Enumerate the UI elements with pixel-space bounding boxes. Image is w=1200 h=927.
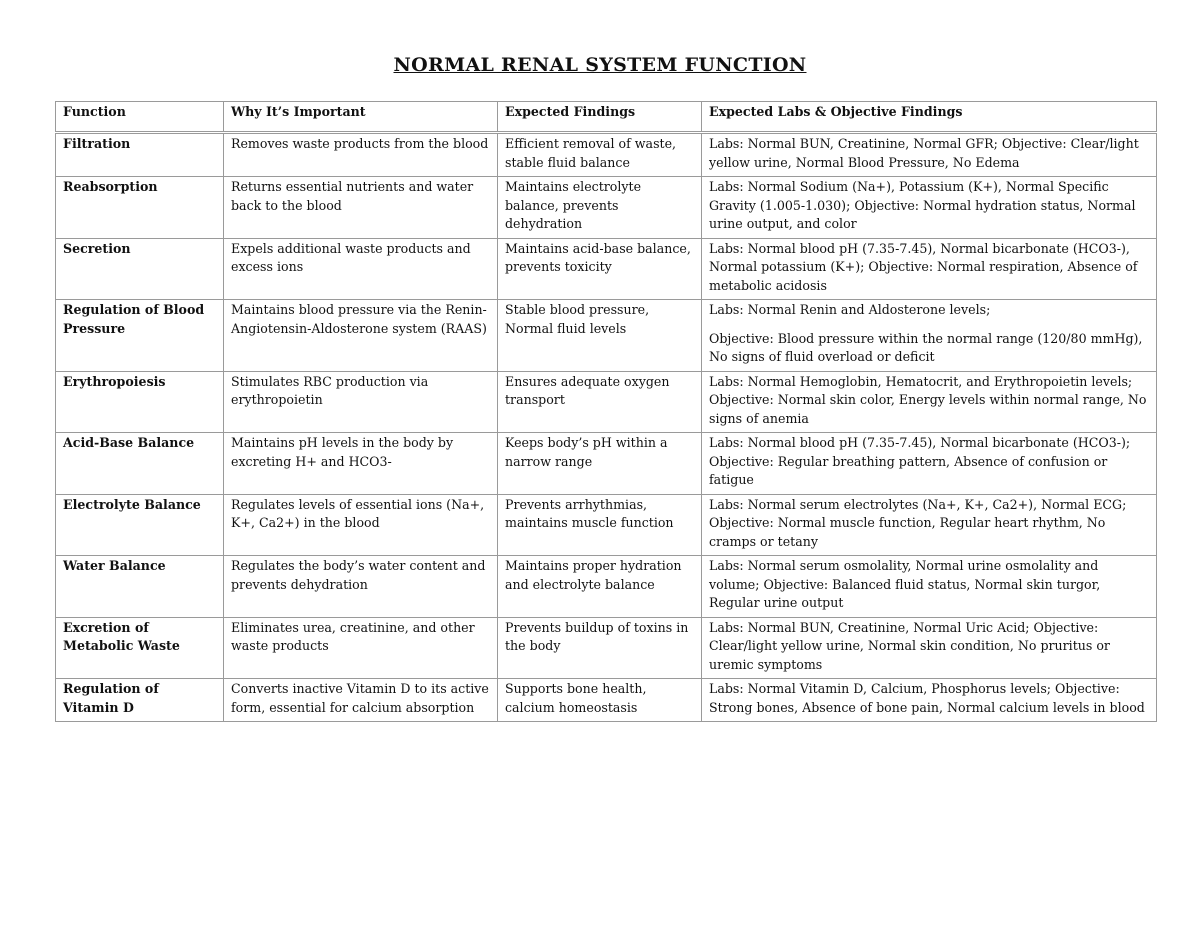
- cell-expected-findings: Ensures adequate oxygen transport: [498, 371, 702, 433]
- cell-expected-findings: Efficient removal of waste, stable fluid balance: [498, 133, 702, 177]
- table-row: [56, 371, 1157, 433]
- table-row: [56, 433, 1157, 495]
- labs-paragraph: Labs: Normal BUN, Creatinine, Normal GFR; Objective: Clear/light yellow urine, Normal Blood Pressure, No Edema: [709, 136, 1139, 170]
- cell-expected-findings: Keeps body’s pH within a narrow range: [498, 433, 702, 495]
- table-row: [56, 300, 1157, 372]
- labs-paragraph: Labs: Normal Hemoglobin, Hematocrit, and Erythropoietin levels; Objective: Normal skin color, Energy levels within normal range, No signs of anemia: [709, 373, 1147, 426]
- cell-function: Reabsorption: [56, 177, 224, 239]
- cell-why-important: Expels additional waste products and excess ions: [224, 238, 498, 300]
- cell-expected-findings: Prevents buildup of toxins in the body: [498, 617, 702, 679]
- cell-why-important: Maintains blood pressure via the Renin-Angiotensin-Aldosterone system (RAAS): [224, 300, 498, 372]
- table-row: [56, 617, 1157, 679]
- table-body: [56, 133, 1157, 722]
- cell-expected-labs: [702, 679, 1157, 722]
- header-why-important: Why It’s Important: [224, 102, 498, 133]
- labs-paragraph: Labs: Normal serum electrolytes (Na+, K+, Ca2+), Normal ECG; Objective: Normal muscle function, Regular heart rhythm, No cramps or tetany: [709, 496, 1127, 549]
- renal-function-table: [55, 101, 1157, 722]
- cell-function: Excretion of Metabolic Waste: [56, 617, 224, 679]
- cell-expected-labs: [702, 371, 1157, 433]
- cell-expected-findings: Maintains proper hydration and electrolyte balance: [498, 556, 702, 618]
- header-expected-labs: Expected Labs & Objective Findings: [702, 102, 1157, 133]
- table-row: [56, 177, 1157, 239]
- cell-why-important: Removes waste products from the blood: [224, 133, 498, 177]
- cell-expected-labs: [702, 300, 1157, 372]
- table-row: [56, 556, 1157, 618]
- cell-function: Regulation of Blood Pressure: [56, 300, 224, 372]
- cell-why-important: Regulates levels of essential ions (Na+, K+, Ca2+) in the blood: [224, 494, 498, 556]
- table-row: [56, 133, 1157, 177]
- cell-why-important: Converts inactive Vitamin D to its active form, essential for calcium absorption: [224, 679, 498, 722]
- labs-paragraph: Objective: Blood pressure within the normal range (120/80 mmHg), No signs of fluid overload or deficit: [709, 330, 1143, 364]
- cell-expected-findings: Maintains electrolyte balance, prevents dehydration: [498, 177, 702, 239]
- cell-function: Regulation of Vitamin D: [56, 679, 224, 722]
- cell-expected-findings: Stable blood pressure, Normal fluid levels: [498, 300, 702, 372]
- labs-paragraph: Labs: Normal blood pH (7.35-7.45), Normal bicarbonate (HCO3-), Normal potassium (K+); Objective: Normal respiration, Absence of metabolic acidosis: [709, 240, 1138, 293]
- labs-paragraph: Labs: Normal Sodium (Na+), Potassium (K+), Normal Specific Gravity (1.005-1.030); Objective: Normal hydration status, Normal urine output, and color: [709, 179, 1136, 231]
- table-header-row: [56, 102, 1157, 133]
- labs-paragraph: Labs: Normal serum osmolality, Normal urine osmolality and volume; Objective: Balanced fluid status, Normal skin turgor, Regular urine output: [709, 558, 1101, 610]
- cell-expected-findings: Prevents arrhythmias, maintains muscle function: [498, 494, 702, 556]
- header-function: Function: [56, 102, 224, 133]
- page-title: NORMAL RENAL SYSTEM FUNCTION: [393, 54, 807, 76]
- labs-paragraph: Labs: Normal Renin and Aldosterone levels;: [709, 302, 991, 317]
- cell-function: Filtration: [56, 133, 224, 177]
- cell-expected-labs: [702, 133, 1157, 177]
- cell-expected-labs: [702, 494, 1157, 556]
- labs-paragraph: Labs: Normal BUN, Creatinine, Normal Uric Acid; Objective: Clear/light yellow urine, Normal skin condition, No pruritus or uremic symptoms: [709, 619, 1110, 672]
- cell-expected-labs: [702, 238, 1157, 300]
- cell-function: Secretion: [56, 238, 224, 300]
- cell-expected-labs: [702, 617, 1157, 679]
- cell-expected-findings: Maintains acid-base balance, prevents toxicity: [498, 238, 702, 300]
- cell-why-important: Regulates the body’s water content and prevents dehydration: [224, 556, 498, 618]
- cell-expected-labs: [702, 177, 1157, 239]
- cell-function: Electrolyte Balance: [56, 494, 224, 556]
- cell-why-important: Eliminates urea, creatinine, and other waste products: [224, 617, 498, 679]
- cell-expected-labs: [702, 433, 1157, 495]
- header-expected-findings: Expected Findings: [498, 102, 702, 133]
- table-row: [56, 494, 1157, 556]
- cell-function: Acid-Base Balance: [56, 433, 224, 495]
- cell-why-important: Returns essential nutrients and water back to the blood: [224, 177, 498, 239]
- cell-function: Erythropoiesis: [56, 371, 224, 433]
- cell-expected-findings: Supports bone health, calcium homeostasis: [498, 679, 702, 722]
- table-row: [56, 238, 1157, 300]
- cell-why-important: Stimulates RBC production via erythropoietin: [224, 371, 498, 433]
- cell-function: Water Balance: [56, 556, 224, 618]
- cell-expected-labs: [702, 556, 1157, 618]
- labs-paragraph: Labs: Normal blood pH (7.35-7.45), Normal bicarbonate (HCO3-); Objective: Regular breathing pattern, Absence of confusion or fatigue: [709, 435, 1131, 487]
- cell-why-important: Maintains pH levels in the body by excreting H+ and HCO3-: [224, 433, 498, 495]
- table-row: [56, 679, 1157, 722]
- labs-paragraph: Labs: Normal Vitamin D, Calcium, Phosphorus levels; Objective: Strong bones, Absence of bone pain, Normal calcium levels in blood: [709, 681, 1145, 715]
